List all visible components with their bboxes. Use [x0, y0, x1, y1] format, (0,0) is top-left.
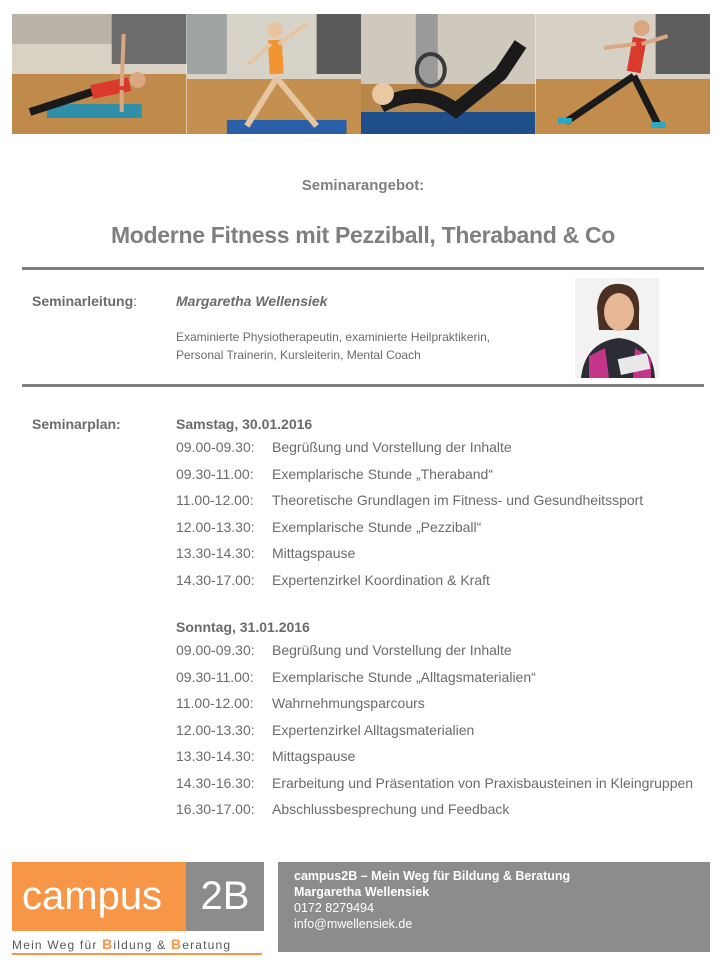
seminar-leader-label-text: Seminarleitung [32, 293, 134, 309]
page-title: Moderne Fitness mit Pezziball, Theraband & Co [110, 222, 616, 248]
page-subtitle: Seminarangebot: [301, 177, 425, 194]
logo-tagline-part: Mein Weg für [12, 938, 103, 952]
schedule-time: 11.00-12.00: [176, 492, 254, 508]
contact-company: campus2B – Mein Weg für Bildung & Beratung [294, 869, 571, 883]
theraband-lunge-exercise-photo [536, 14, 711, 134]
schedule-time: 09.00-09.30: [176, 642, 255, 658]
schedule-row [176, 463, 696, 490]
schedule-time: 09.00-09.30: [176, 439, 255, 455]
schedule-row [176, 542, 696, 569]
logo-tagline-part: eratung [182, 938, 232, 952]
day-heading: Sonntag, 31.01.2016 [176, 619, 310, 635]
seminar-leader-name: Margaretha Wellensiek [176, 293, 328, 309]
seminar-plan-label: Seminarplan: [32, 416, 121, 432]
schedule-topic: Wahrnehmungsparcours [272, 695, 425, 711]
divider-middle [22, 384, 704, 387]
schedule-topic: Begrüßung und Vorstellung der Inhalte [272, 642, 512, 658]
schedule-row [176, 666, 696, 693]
logo-tagline-part: ildung & [113, 938, 171, 952]
schedule-row [176, 745, 696, 772]
schedule-time: 14.30-16.30: [176, 774, 255, 791]
seminar-plan-day-saturday [176, 412, 696, 595]
schedule-time: 09.30-11.00: [176, 465, 254, 482]
seminar-leader-description [176, 328, 556, 364]
schedule-time: 16.30-17.00: [176, 801, 255, 817]
contact-email[interactable]: info@mwellensiek.de [294, 917, 413, 931]
side-plank-exercise-photo [12, 14, 187, 134]
campus2b-logo [12, 862, 264, 952]
seminar-leader-label-colon: : [133, 293, 138, 309]
schedule-topic: Exemplarische Stunde „Pezziball“ [272, 518, 482, 535]
header-photo-strip [12, 14, 710, 134]
day-heading: Samstag, 30.01.2016 [176, 416, 313, 432]
seminar-leader-portrait [575, 278, 659, 378]
logo-tagline [12, 936, 264, 952]
schedule-row [176, 436, 696, 463]
schedule-time: 11.00-12.00: [176, 695, 254, 711]
logo-2b-text: 2B [186, 862, 264, 931]
schedule-topic: Theoretische Grundlagen im Fitness- und Gesundheitssport [272, 492, 644, 508]
logo-underline [12, 953, 262, 955]
seminar-plan-day-sunday [176, 615, 696, 825]
seminar-leader-label [32, 293, 137, 309]
logo-campus-text: campus [12, 862, 186, 931]
schedule-topic: Mittagspause [272, 545, 356, 561]
schedule-row [176, 692, 696, 719]
contact-box [278, 862, 710, 952]
logo-tagline-highlight: B [170, 936, 183, 952]
schedule-row [176, 569, 696, 596]
schedule-time: 14.30-17.00: [176, 571, 255, 588]
schedule-row [176, 489, 696, 516]
contact-person: Margaretha Wellensiek [294, 885, 430, 899]
schedule-time: 12.00-13.30: [176, 721, 255, 738]
schedule-row [176, 639, 696, 666]
schedule-topic: Exemplarische Stunde „Theraband“ [272, 465, 494, 482]
schedule-time: 12.00-13.30: [176, 518, 255, 535]
schedule-topic: Expertenzirkel Koordination & Kraft [272, 571, 490, 588]
seminar-leader-description-line: Examinierte Physiotherapeutin, examinierte Heilpraktikerin, [176, 330, 491, 344]
schedule-topic: Erarbeitung und Präsentation von Praxisbausteinen in Kleingruppen [272, 774, 694, 791]
ring-crunch-exercise-photo [361, 14, 536, 134]
schedule-row [176, 719, 696, 746]
divider-top [22, 267, 704, 270]
lunge-dumbbell-exercise-photo [187, 14, 362, 134]
schedule-topic: Abschlussbesprechung und Feedback [272, 801, 510, 817]
schedule-time: 13.30-14.30: [176, 748, 255, 764]
logo-tagline-highlight: B [102, 936, 114, 952]
schedule-time: 09.30-11.00: [176, 668, 254, 685]
schedule-time: 13.30-14.30: [176, 545, 255, 561]
logo-wordmark [12, 862, 264, 931]
schedule-row [176, 772, 696, 799]
seminar-leader-description-line: Personal Trainerin, Kursleiterin, Mental Coach [176, 348, 421, 362]
contact-phone: 0172 8279494 [294, 901, 374, 915]
schedule-topic: Mittagspause [272, 748, 356, 764]
schedule-row [176, 798, 696, 825]
schedule-topic: Begrüßung und Vorstellung der Inhalte [272, 439, 512, 455]
schedule-topic: Expertenzirkel Alltagsmaterialien [272, 721, 475, 738]
schedule-topic: Exemplarische Stunde „Alltagsmaterialien“ [272, 668, 536, 685]
schedule-row [176, 516, 696, 543]
